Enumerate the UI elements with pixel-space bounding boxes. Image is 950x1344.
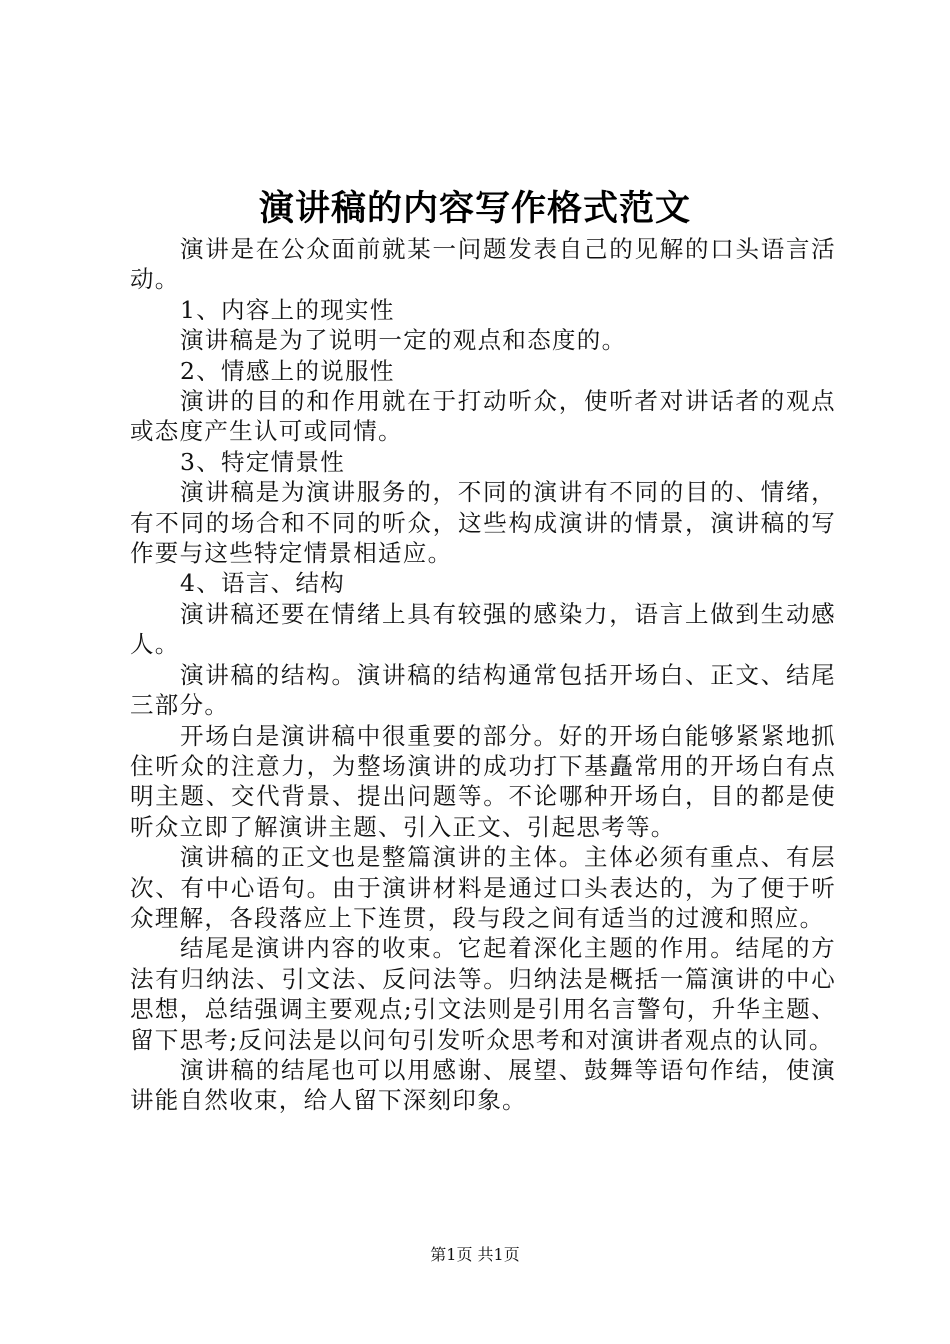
heading-situation: 3、特定情景性 — [180, 447, 346, 476]
paragraph-persuasion: 演讲的目的和作用就在于打动听众，使听者对讲话者的观点或态度产生认可或同情。 — [130, 387, 836, 446]
paragraph-intro: 演讲是在公众面前就某一问题发表自己的见解的口头语言活动。 — [130, 235, 836, 294]
paragraph-main-body: 演讲稿的正文也是整篇演讲的主体。主体必须有重点、有层次、有中心语句。由于演讲材料是通过口头表达的，为了便于听众理解，各段落应上下连贯，段与段之间有适当的过渡和照应。 — [130, 843, 836, 932]
paragraph-structure: 演讲稿的结构。演讲稿的结构通常包括开场白、正文、结尾三部分。 — [130, 660, 836, 720]
heading-language-structure: 4、语言、结构 — [180, 569, 346, 598]
heading-persuasion: 2、情感上的说服性 — [180, 356, 395, 385]
document-body — [130, 234, 836, 1116]
paragraph-situation: 演讲稿是为演讲服务的，不同的演讲有不同的目的、情绪，有不同的场合和不同的听众，这些构成演讲的情景，演讲稿的写作要与这些特定情景相适应。 — [130, 478, 836, 568]
paragraph-ending: 结尾是演讲内容的收束。它起着深化主题的作用。结尾的方法有归纳法、引文法、反问法等。归纳法是概括一篇演讲的中心思想，总结强调主要观点;引文法则是引用名言警句，升华主题、留下思考;反问法是以问句引发听众思考和对演讲者观点的认同。 — [130, 934, 836, 1054]
document-title: 演讲稿的内容写作格式范文 — [258, 189, 691, 229]
paragraph-opening: 开场白是演讲稿中很重要的部分。好的开场白能够紧紧地抓住听众的注意力，为整场演讲的成功打下基矗常用的开场白有点明主题、交代背景、提出问题等。不论哪种开场白，目的都是使听众立即了解演讲主题、引入正文、引起思考等。 — [130, 721, 836, 841]
heading-reality: 1、内容上的现实性 — [180, 295, 395, 324]
paragraph-language: 演讲稿还要在情绪上具有较强的感染力，语言上做到生动感人。 — [130, 599, 836, 659]
paragraph-reality: 演讲稿是为了说明一定的观点和态度的。 — [180, 326, 627, 355]
paragraph-closing: 演讲稿的结尾也可以用感谢、展望、鼓舞等语句作结，使演讲能自然收束，给人留下深刻印象。 — [130, 1055, 836, 1115]
page-number-footer: 第1页 共1页 — [430, 1245, 520, 1264]
